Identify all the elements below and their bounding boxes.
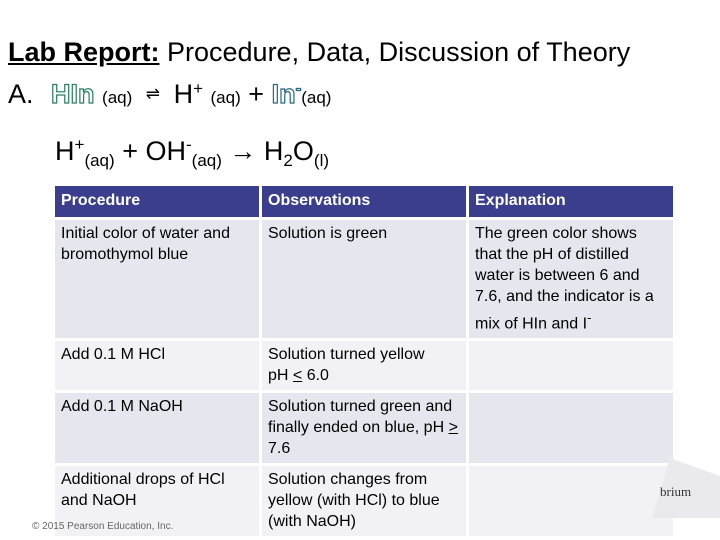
cell-explanation (468, 340, 675, 392)
less-equal-symbol: < (292, 367, 303, 385)
title-bold: Lab Report: (8, 37, 160, 67)
greater-equal-symbol: > (448, 419, 458, 437)
cell-explanation (468, 465, 675, 538)
water-o: O (292, 136, 314, 166)
product-in: In (271, 79, 296, 109)
cell-procedure: Additional drops of HCl and NaOH (55, 465, 261, 538)
side-text-fragment: brium (660, 484, 692, 499)
water-subscript: 2 (283, 151, 293, 170)
explanation-text: The green color shows that the pH of distilled water is between 6 and 7.6, and the indicator is a mix of HIn and I (475, 225, 654, 333)
cell-procedure: Initial color of water and bromothymol blue (55, 219, 261, 340)
observation-value: 6.0 (302, 367, 329, 385)
cell-explanation (468, 392, 675, 465)
table-row (55, 219, 675, 340)
header-observations: Observations (261, 186, 468, 219)
equilibrium-arrow-icon: ⇌ (145, 84, 161, 103)
product-in-state: (aq) (301, 88, 332, 107)
equation-label: A. (8, 79, 34, 109)
observation-text: Solution turned yellow (268, 346, 425, 364)
cell-procedure: Add 0.1 M HCl (55, 340, 261, 392)
procedure-table (55, 186, 676, 539)
product-h: H (173, 79, 194, 109)
h-ion-charge: + (74, 135, 85, 154)
header-procedure: Procedure (55, 186, 261, 219)
reaction-arrow-icon: → (229, 136, 257, 166)
water-state: (l) (313, 151, 330, 170)
plus-sign: + (248, 79, 265, 109)
reactant-state: (aq) (102, 88, 133, 107)
cell-explanation (468, 219, 675, 340)
copyright-notice: © 2015 Pearson Education, Inc. (32, 521, 174, 532)
oh-ion-charge: - (185, 135, 192, 154)
water-h: H (263, 136, 284, 166)
cell-observation: Solution changes from yellow (with HCl) to blue (with NaOH) (261, 465, 468, 538)
neutralization-equation (55, 128, 329, 178)
reactant-hin: HIn (51, 79, 95, 109)
product-h-state: (aq) (210, 88, 241, 107)
oh-ion: OH (145, 136, 186, 166)
plus-sign-2: + (122, 136, 138, 166)
title-rest: Procedure, Data, Discussion of Theory (159, 37, 631, 67)
observation-ph: pH (268, 367, 293, 385)
explanation-sup: - (587, 310, 592, 325)
product-in-charge: - (295, 79, 302, 98)
observation-text: Solution turned green and finally ended on blue, pH (268, 398, 453, 437)
cell-observation (261, 340, 468, 392)
header-explanation: Explanation (468, 186, 675, 219)
slide-title (8, 36, 630, 68)
observation-value: 7.6 (268, 440, 291, 458)
table-row (55, 392, 675, 465)
equilibrium-equation (8, 72, 331, 115)
table-header-row (55, 186, 675, 219)
product-h-charge: + (193, 79, 203, 98)
cell-observation: Solution is green (261, 219, 468, 340)
cell-observation (261, 392, 468, 465)
cell-procedure: Add 0.1 M NaOH (55, 392, 261, 465)
h-ion: H (55, 136, 75, 166)
table-row (55, 340, 675, 392)
oh-ion-state: (aq) (191, 151, 222, 170)
h-ion-state: (aq) (84, 151, 115, 170)
